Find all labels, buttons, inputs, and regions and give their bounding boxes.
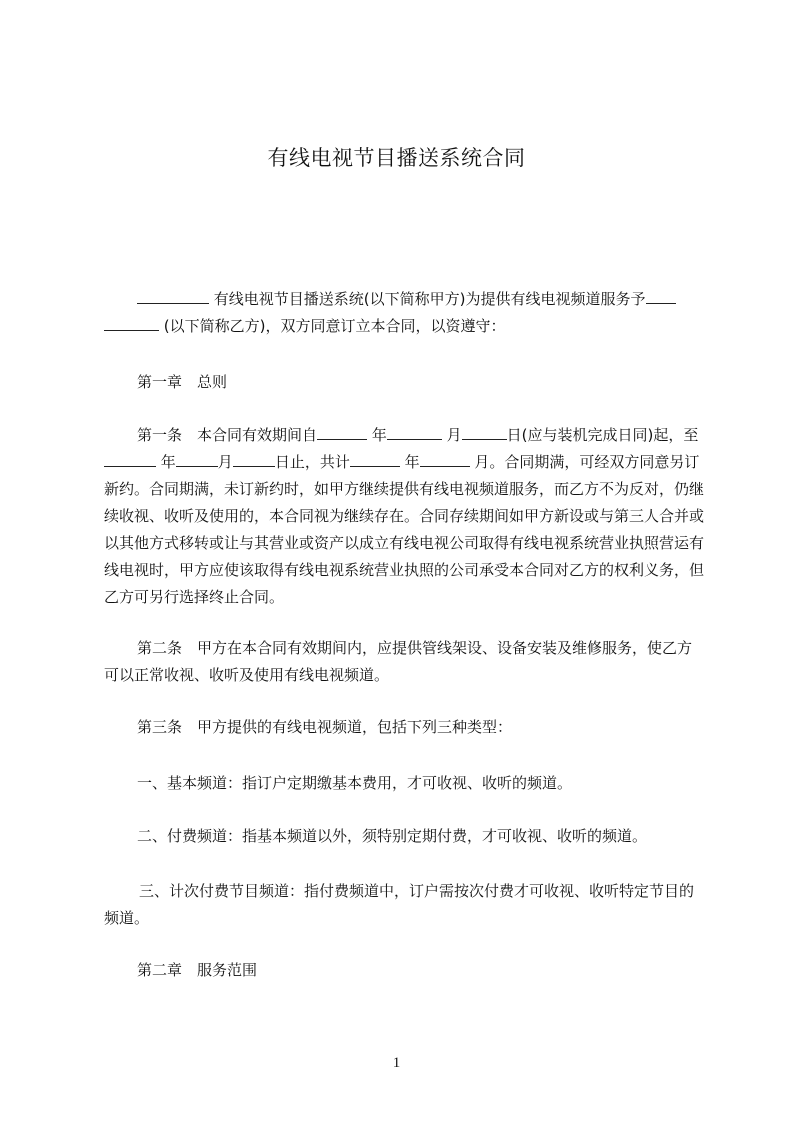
page-number: 1: [392, 1055, 401, 1071]
blank-field[interactable]: [462, 425, 507, 440]
intro-text-1: 有线电视节目播送系统(以下简称甲方)为提供有线电视频道服务予: [213, 290, 646, 308]
intro-paragraph: [104, 286, 704, 340]
article-1: [104, 422, 704, 611]
blank-field[interactable]: [104, 316, 159, 331]
article-1-text: 年: [371, 426, 387, 444]
blank-field[interactable]: [387, 425, 442, 440]
document-title: 有线电视节目播送系统合同: [267, 146, 526, 170]
article-1-text: 本合同有效期间自: [197, 426, 318, 444]
article-1-text: 月: [446, 426, 462, 444]
article-2: 第二条 甲方在本合同有效期间内，应提供管线架设、设备安装及维修服务，使乙方可以正常收视、收听及使用有线电视频道。: [104, 639, 693, 684]
article-1-text: 月: [217, 453, 233, 471]
chapter-1-heading: 第一章 总则: [137, 373, 228, 391]
list-item-basic-channel: 一、基本频道：指订户定期缴基本费用，才可收视、收听的频道。: [137, 774, 573, 792]
blank-field[interactable]: [176, 452, 218, 467]
chapter-2-heading: 第二章 服务范围: [137, 961, 258, 979]
article-1-text: 年: [404, 453, 420, 471]
blank-field[interactable]: [233, 452, 275, 467]
blank-field[interactable]: [104, 452, 156, 467]
list-item-pay-per-view: 三、计次付费节目频道：指付费频道中，订户需按次付费才可收视、收听特定节目的频道。: [104, 882, 695, 927]
blank-field[interactable]: [646, 289, 676, 304]
blank-field[interactable]: [420, 452, 470, 467]
article-1-label: 第一条: [137, 426, 183, 444]
list-item-paid-channel: 二、付费频道：指基本频道以外，须特别定期付费，才可收视、收听的频道。: [137, 827, 648, 845]
blank-field[interactable]: [137, 289, 209, 304]
article-1-text: 日(应与装机完成日同)起，至: [506, 426, 699, 444]
article-1-text: 月。合同期满，可经双方同意另订新约。合同期满，未订新约时，如甲方继续提供有线电视频道服务，而乙方不为反对，仍继续收视、收听及使用的，本合同视为继续存在。合同存续期间如甲方新设或与第三人合并或以其他方式移转或让与其营业或资产以成立有线电视公司取得有线电视系统营业执照营运有线电视时，甲方应使该取得有线电视系统营业执照的公司承受本合同对乙方的权利义务，但乙方可另行选择终止合同。: [104, 453, 705, 606]
article-1-text: 年: [160, 453, 176, 471]
blank-field[interactable]: [350, 452, 400, 467]
article-3: 第三条 甲方提供的有线电视频道，包括下列三种类型：: [137, 718, 513, 736]
intro-text-2: (以下简称乙方)，双方同意订立本合同，以资遵守：: [163, 317, 506, 335]
blank-field[interactable]: [317, 425, 367, 440]
article-1-text: 日止，共计: [274, 453, 350, 471]
